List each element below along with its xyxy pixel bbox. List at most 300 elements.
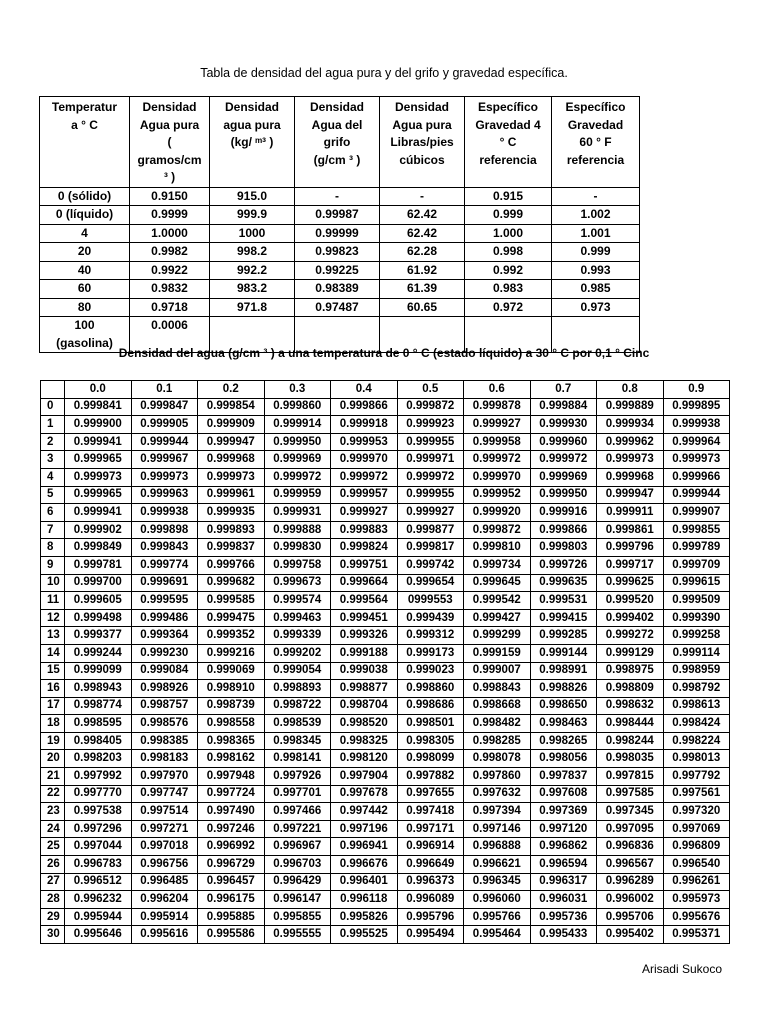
table-cell: 0.999953 (331, 433, 398, 451)
table-cell: 0.999789 (663, 539, 730, 557)
table-cell: 0.999285 (530, 627, 597, 645)
table-cell: 0.999402 (597, 609, 664, 627)
table-cell: 0.997490 (198, 803, 265, 821)
table-cell: 0.998385 (131, 732, 198, 750)
table-row (41, 715, 730, 733)
row-label: 6 (41, 504, 65, 522)
table-cell: 0.998576 (131, 715, 198, 733)
table-cell: 0.999415 (530, 609, 597, 627)
table-cell: 0.997678 (331, 785, 398, 803)
column-header: 0.0 (65, 381, 132, 399)
table-header-row (41, 381, 730, 399)
row-label: 7 (41, 521, 65, 539)
row-label: 0 (41, 398, 65, 416)
table-cell: 0.995736 (530, 908, 597, 926)
table-cell: 0.997608 (530, 785, 597, 803)
table-cell: 0.995944 (65, 908, 132, 926)
table-cell: 0.996373 (397, 873, 464, 891)
table-cell: 0.996540 (663, 856, 730, 874)
row-label: 20 (41, 750, 65, 768)
table-cell: 0.999595 (131, 592, 198, 610)
table-row (41, 644, 730, 662)
table-cell: 0.999972 (464, 451, 531, 469)
table-row (41, 574, 730, 592)
table-cell: 0.999938 (131, 504, 198, 522)
table-row (40, 280, 640, 299)
row-label: 30 (41, 926, 65, 944)
table-cell: 0.999824 (331, 539, 398, 557)
table-cell: 0.999902 (65, 521, 132, 539)
table-cell: 0.999509 (663, 592, 730, 610)
table-cell: 0.999965 (65, 451, 132, 469)
table-cell: 0.999605 (65, 592, 132, 610)
table-row (40, 206, 640, 225)
table-row (41, 609, 730, 627)
table-cell: 0.972 (465, 298, 552, 317)
table-cell: 0.998774 (65, 697, 132, 715)
table-cell: 0.998520 (331, 715, 398, 733)
table-cell: 0.999781 (65, 556, 132, 574)
table-cell: 0.999673 (264, 574, 331, 592)
table-cell: 0.983 (465, 280, 552, 299)
table-cell: 0.999969 (530, 468, 597, 486)
table-cell: 0.999520 (597, 592, 664, 610)
table-cell: 1.000 (465, 224, 552, 243)
table-row (40, 187, 640, 206)
table-cell: 0.993 (552, 261, 640, 280)
table-cell: 0.999817 (397, 539, 464, 557)
table-cell: 0.998099 (397, 750, 464, 768)
row-label: 24 (41, 820, 65, 838)
table-cell: 0.996089 (397, 891, 464, 909)
table-cell: 0.999486 (131, 609, 198, 627)
row-label: 10 (41, 574, 65, 592)
table-cell: 0.999855 (663, 521, 730, 539)
row-label: 0 (líquido) (40, 206, 130, 225)
table-cell: 0.999099 (65, 662, 132, 680)
table-cell: 0.999758 (264, 556, 331, 574)
table-cell: 0.973 (552, 298, 640, 317)
table-cell: 0.997120 (530, 820, 597, 838)
table-cell: 0.999849 (65, 539, 132, 557)
table-row (41, 451, 730, 469)
table-cell: 0.998975 (597, 662, 664, 680)
table-cell: 0.996002 (597, 891, 664, 909)
table-cell: 0.999938 (663, 416, 730, 434)
table-cell: 0.999970 (331, 451, 398, 469)
table-cell: 0.999439 (397, 609, 464, 627)
table-cell: 0.999615 (663, 574, 730, 592)
table-row (41, 539, 730, 557)
table-cell: 992.2 (210, 261, 295, 280)
table-cell: 0.999907 (663, 504, 730, 522)
table-cell: 0.999734 (464, 556, 531, 574)
table-cell: 0.97487 (295, 298, 380, 317)
table-cell: 0.999866 (331, 398, 398, 416)
table-cell: 0.997860 (464, 768, 531, 786)
table-cell: 0.996888 (464, 838, 531, 856)
table-row (41, 433, 730, 451)
table-cell: 0.998926 (131, 680, 198, 698)
table-row (41, 697, 730, 715)
table-cell: 0.999390 (663, 609, 730, 627)
table-cell: 0.99999 (295, 224, 380, 243)
row-label: 28 (41, 891, 65, 909)
table-cell: 0.995494 (397, 926, 464, 944)
table-cell: 0.996836 (597, 838, 664, 856)
table-cell: 0.999774 (131, 556, 198, 574)
table-cell: 0.999878 (464, 398, 531, 416)
table-cell: 0.999463 (264, 609, 331, 627)
table-cell: 0.999635 (530, 574, 597, 592)
table-cell: 0.9832 (130, 280, 210, 299)
table-cell: 0.997418 (397, 803, 464, 821)
table-cell: 0.999967 (131, 451, 198, 469)
table-cell: 0.997069 (663, 820, 730, 838)
table-cell: 0.999955 (397, 486, 464, 504)
row-label: 27 (41, 873, 65, 891)
table-cell: 0.996703 (264, 856, 331, 874)
table-cell: 0.999244 (65, 644, 132, 662)
table-cell: 0.999889 (597, 398, 664, 416)
table-cell: 0.999742 (397, 556, 464, 574)
table-cell: 0.999709 (663, 556, 730, 574)
table-cell: 0.998739 (198, 697, 265, 715)
table-cell: 0999553 (397, 592, 464, 610)
table-cell: 0.998613 (663, 697, 730, 715)
table-cell: - (380, 187, 465, 206)
row-label: 26 (41, 856, 65, 874)
table-cell: 0.999950 (530, 486, 597, 504)
table-cell: 0.995766 (464, 908, 531, 926)
table-cell: 0.998405 (65, 732, 132, 750)
table-cell: 61.92 (380, 261, 465, 280)
density-by-temperature-table (40, 380, 730, 944)
table-cell: 0.997655 (397, 785, 464, 803)
row-label: 13 (41, 627, 65, 645)
table-cell: 0.999654 (397, 574, 464, 592)
table-cell: 0.999427 (464, 609, 531, 627)
table-cell: 0.999084 (131, 662, 198, 680)
table-cell: 0.998482 (464, 715, 531, 733)
table-cell: 0.999299 (464, 627, 531, 645)
table-cell: 62.42 (380, 206, 465, 225)
table-cell: 0.999451 (331, 609, 398, 627)
table-cell: 0.999498 (65, 609, 132, 627)
table-cell: 0.999129 (597, 644, 664, 662)
table-cell: 0.997246 (198, 820, 265, 838)
table-cell: 0.996594 (530, 856, 597, 874)
table-cell: 0.999970 (464, 468, 531, 486)
table-cell: 0.998860 (397, 680, 464, 698)
table-cell: 0.998792 (663, 680, 730, 698)
table-cell: 0.998826 (530, 680, 597, 698)
table-cell: - (552, 187, 640, 206)
table-cell: 0.996862 (530, 838, 597, 856)
table-cell: 0.999895 (663, 398, 730, 416)
table-cell: 0.998910 (198, 680, 265, 698)
table-cell: 0.996967 (264, 838, 331, 856)
row-label: 18 (41, 715, 65, 733)
table-cell: 0.997221 (264, 820, 331, 838)
table-cell: 0.999258 (663, 627, 730, 645)
table-cell: 0.999841 (65, 398, 132, 416)
table-cell: 0.998 (465, 243, 552, 262)
table-cell: 0.999872 (464, 521, 531, 539)
table-cell: 0.997724 (198, 785, 265, 803)
table-cell: 0.995973 (663, 891, 730, 909)
table-cell: 0.999968 (597, 468, 664, 486)
table-cell: 0.999542 (464, 592, 531, 610)
table-cell: 0.998056 (530, 750, 597, 768)
density-table (39, 96, 640, 353)
table-cell: 0.999909 (198, 416, 265, 434)
table-cell: 0.999934 (597, 416, 664, 434)
row-label: 4 (41, 468, 65, 486)
table-cell: 0.999947 (597, 486, 664, 504)
table-cell: 0.999877 (397, 521, 464, 539)
table-cell: 0.998686 (397, 697, 464, 715)
table-cell: 1000 (210, 224, 295, 243)
row-label: 17 (41, 697, 65, 715)
table-row (41, 856, 730, 874)
table-cell: 0.999751 (331, 556, 398, 574)
table-cell: 0.999900 (65, 416, 132, 434)
table-cell: 0.996676 (331, 856, 398, 874)
table-cell: 0.995464 (464, 926, 531, 944)
table-cell: 0.996031 (530, 891, 597, 909)
table-cell: 915.0 (210, 187, 295, 206)
table-cell: 0.999691 (131, 574, 198, 592)
table-cell: 0.996992 (198, 838, 265, 856)
table-cell: 0.995855 (264, 908, 331, 926)
column-header (41, 381, 65, 399)
table-cell: 0.998325 (331, 732, 398, 750)
table-cell: 0.999574 (264, 592, 331, 610)
table-cell: 0.997271 (131, 820, 198, 838)
document-title: Tabla de densidad del agua pura y del grifo y gravedad específica. (200, 66, 568, 80)
table-cell: 0.999935 (198, 504, 265, 522)
table-cell: 0.998244 (597, 732, 664, 750)
table-cell: 0.999830 (264, 539, 331, 557)
table-cell: 0.996729 (198, 856, 265, 874)
row-label: 0 (sólido) (40, 187, 130, 206)
table-row (41, 926, 730, 944)
row-label: 14 (41, 644, 65, 662)
table-cell: 0.995826 (331, 908, 398, 926)
table-cell: 0.995433 (530, 926, 597, 944)
table-cell: 0.997948 (198, 768, 265, 786)
table-cell: 0.999952 (464, 486, 531, 504)
table-row (41, 680, 730, 698)
table-cell: 0.999625 (597, 574, 664, 592)
row-label: 5 (41, 486, 65, 504)
table-cell: 0.999955 (397, 433, 464, 451)
table-row (41, 468, 730, 486)
table-cell: 0.998203 (65, 750, 132, 768)
table-cell: 0.996567 (597, 856, 664, 874)
table-cell: 0.999645 (464, 574, 531, 592)
table-cell: 0.997882 (397, 768, 464, 786)
table-cell: 0.997538 (65, 803, 132, 821)
table-cell: 0.998650 (530, 697, 597, 715)
table-cell: 0.999966 (663, 468, 730, 486)
table-cell: 0.995796 (397, 908, 464, 926)
row-label: 12 (41, 609, 65, 627)
table-cell: 0.997296 (65, 820, 132, 838)
table-cell: 0.999964 (663, 433, 730, 451)
row-label: 40 (40, 261, 130, 280)
column-header: Específico Gravedad 60 ° F referencia (552, 97, 640, 188)
table-cell: 0.997320 (663, 803, 730, 821)
table-cell: 0.999923 (397, 416, 464, 434)
table-cell: 0.999796 (597, 539, 664, 557)
column-header: 0.8 (597, 381, 664, 399)
table-cell: 0.999364 (131, 627, 198, 645)
table-cell: 0.999973 (131, 468, 198, 486)
table-cell: 0.998120 (331, 750, 398, 768)
table-cell: 0.996118 (331, 891, 398, 909)
column-header: Densidad Agua pura ( gramos/cm ³ ) (130, 97, 210, 188)
table-row (41, 504, 730, 522)
table-cell: 0.999202 (264, 644, 331, 662)
table-cell: 0.998722 (264, 697, 331, 715)
table-cell: 0.999957 (331, 486, 398, 504)
column-header: 0.5 (397, 381, 464, 399)
table-cell: 0.996457 (198, 873, 265, 891)
row-label: 20 (40, 243, 130, 262)
table-cell: 0.999726 (530, 556, 597, 574)
table-cell: 0.998668 (464, 697, 531, 715)
row-label: 19 (41, 732, 65, 750)
table-cell: 0.998632 (597, 697, 664, 715)
table-cell: 0.999973 (65, 468, 132, 486)
table-row (41, 838, 730, 856)
table-cell: 0.999963 (131, 486, 198, 504)
table-cell: 0.998595 (65, 715, 132, 733)
row-label: 11 (41, 592, 65, 610)
table-cell: 0.995676 (663, 908, 730, 926)
column-header: 0.4 (331, 381, 398, 399)
table-cell: 0.9718 (130, 298, 210, 317)
table-cell: 0.996317 (530, 873, 597, 891)
column-header: Específico Gravedad 4 ° C referencia (465, 97, 552, 188)
table-row (41, 873, 730, 891)
table-cell: 0.999159 (464, 644, 531, 662)
table-cell: 0.997970 (131, 768, 198, 786)
table-cell: 0.999854 (198, 398, 265, 416)
table-cell: 0.999860 (264, 398, 331, 416)
table-cell: 0.999927 (464, 416, 531, 434)
table-cell: 0.999717 (597, 556, 664, 574)
table-cell: 0.999700 (65, 574, 132, 592)
table-row (41, 398, 730, 416)
table-cell: 0.999 (552, 243, 640, 262)
table-cell: 0.998877 (331, 680, 398, 698)
table-cell: 0.998959 (663, 662, 730, 680)
table-cell: 0.999916 (530, 504, 597, 522)
column-header: Densidad Agua pura Libras/pies cúbicos (380, 97, 465, 188)
table-cell: 0.995555 (264, 926, 331, 944)
row-label: 22 (41, 785, 65, 803)
table-cell: 0.997018 (131, 838, 198, 856)
table-cell: 0.995402 (597, 926, 664, 944)
table-cell: 0.996941 (331, 838, 398, 856)
table-cell: 0.995646 (65, 926, 132, 944)
table-cell: 0.999965 (65, 486, 132, 504)
table-cell: 0.996485 (131, 873, 198, 891)
table-cell: 0.998444 (597, 715, 664, 733)
table-cell: 0.998141 (264, 750, 331, 768)
table-cell: 0.998365 (198, 732, 265, 750)
table-cell: 0.999664 (331, 574, 398, 592)
table-cell: 0.999861 (597, 521, 664, 539)
table-cell: 0.997345 (597, 803, 664, 821)
table-cell: 0.998183 (131, 750, 198, 768)
table-cell: 0.995706 (597, 908, 664, 926)
table-cell: 0.997561 (663, 785, 730, 803)
author-credit: Arisadi Sukoco (641, 962, 722, 976)
row-label: 100 (gasolina) (40, 317, 130, 353)
table-cell: 0.996809 (663, 838, 730, 856)
table-cell: 0.98389 (295, 280, 380, 299)
table-header-row (40, 97, 640, 188)
table-cell: 0.999971 (397, 451, 464, 469)
row-label: 1 (41, 416, 65, 434)
table-cell: 0.999893 (198, 521, 265, 539)
table-row (41, 521, 730, 539)
table-row (41, 820, 730, 838)
table-cell: 0.998991 (530, 662, 597, 680)
table-cell: 0.997394 (464, 803, 531, 821)
table-cell: 0.999888 (264, 521, 331, 539)
table-row (40, 224, 640, 243)
table-cell: 0.998013 (663, 750, 730, 768)
table-cell: 0.998704 (331, 697, 398, 715)
table-row (41, 732, 730, 750)
table-cell: 0.998285 (464, 732, 531, 750)
table-cell: 0.999 (465, 206, 552, 225)
table-cell: 0.996914 (397, 838, 464, 856)
table-cell: 0.996232 (65, 891, 132, 909)
table-cell: 0.998463 (530, 715, 597, 733)
row-label: 21 (41, 768, 65, 786)
column-header: 0.6 (464, 381, 531, 399)
table-cell: 0.996512 (65, 873, 132, 891)
table-cell: 0.992 (465, 261, 552, 280)
table-cell: 0.999352 (198, 627, 265, 645)
table-cell: 0.9150 (130, 187, 210, 206)
table-cell: - (295, 187, 380, 206)
table-cell: 0.999054 (264, 662, 331, 680)
column-header: 0.3 (264, 381, 331, 399)
table-cell: 0.996261 (663, 873, 730, 891)
row-label: 9 (41, 556, 65, 574)
table-cell: 0.999944 (131, 433, 198, 451)
table-cell: 0.998809 (597, 680, 664, 698)
table-cell: 999.9 (210, 206, 295, 225)
table-cell: 0.999564 (331, 592, 398, 610)
table-cell: 0.997904 (331, 768, 398, 786)
table-row (41, 592, 730, 610)
table-cell: 0.999173 (397, 644, 464, 662)
table-cell: 0.999960 (530, 433, 597, 451)
row-label: 60 (40, 280, 130, 299)
row-label: 15 (41, 662, 65, 680)
table-cell: 0.997442 (331, 803, 398, 821)
table-row (41, 750, 730, 768)
table-cell: 0.997815 (597, 768, 664, 786)
